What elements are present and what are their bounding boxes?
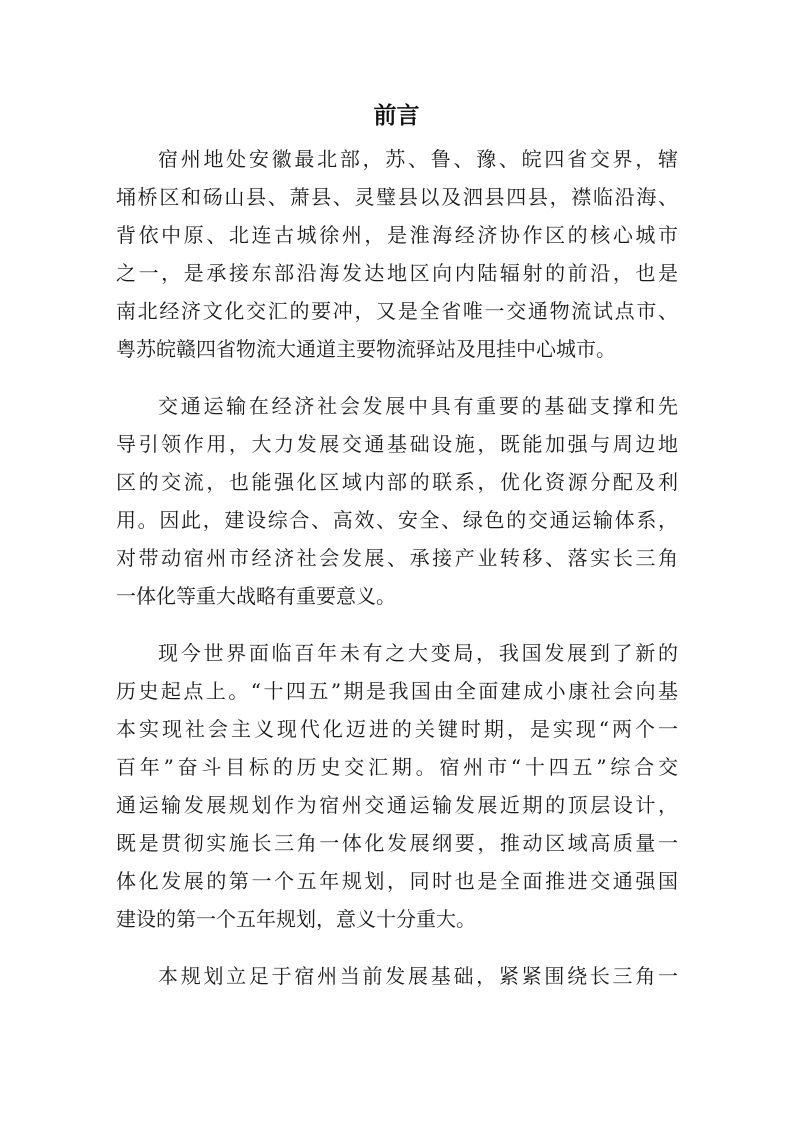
- paragraph-line: 历史起点上。“十四五”期是我国由全面建成小康社会向基: [116, 679, 678, 703]
- paragraph-line: 本实现社会主义现代化迈进的关键时期，是实现“两个一: [116, 717, 678, 741]
- paragraph-line: 导引领作用，大力发展交通基础设施，既能加强与周边地: [116, 432, 678, 456]
- paragraph-line: 现今世界面临百年未有之大变局，我国发展到了新的: [158, 641, 678, 665]
- paragraph-line: 体化发展的第一个五年规划，同时也是全面推进交通强国: [116, 869, 678, 893]
- paragraph-line: 之一，是承接东部沿海发达地区向内陆辐射的前沿，也是: [116, 261, 678, 285]
- paragraph-line: 背依中原、北连古城徐州，是淮海经济协作区的核心城市: [116, 223, 678, 247]
- paragraph-line: 南北经济文化交汇的要冲，又是全省唯一交通物流试点市、: [116, 299, 678, 323]
- paragraph-line: 交通运输在经济社会发展中具有重要的基础支撑和先: [158, 394, 678, 418]
- paragraph-line: 区的交流，也能强化区域内部的联系，优化资源分配及利: [116, 470, 678, 494]
- paragraph-line: 埇桥区和砀山县、萧县、灵璧县以及泗县四县，襟临沿海、: [116, 185, 678, 209]
- paragraph-line: 通运输发展规划作为宿州交通运输发展近期的顶层设计，: [116, 793, 678, 817]
- paragraph-line: 用。因此，建设综合、高效、安全、绿色的交通运输体系，: [116, 508, 678, 532]
- paragraph-line: 既是贯彻实施长三角一体化发展纲要，推动区域高质量一: [116, 831, 678, 855]
- paragraph-line: 一体化等重大战略有重要意义。: [116, 584, 396, 608]
- paragraph-line: 粤苏皖赣四省物流大通道主要物流驿站及甩挂中心城市。: [116, 337, 616, 361]
- paragraph-line: 本规划立足于宿州当前发展基础，紧紧围绕长三角一: [158, 964, 678, 988]
- paragraph-line: 宿州地处安徽最北部，苏、鲁、豫、皖四省交界，辖: [158, 147, 678, 171]
- page-title: 前言: [373, 103, 420, 129]
- paragraph-line: 对带动宿州市经济社会发展、承接产业转移、落实长三角: [116, 546, 678, 570]
- paragraph-line: 百年”奋斗目标的历史交汇期。宿州市“十四五”综合交: [116, 755, 678, 779]
- paragraph-line: 建设的第一个五年规划，意义十分重大。: [116, 907, 476, 931]
